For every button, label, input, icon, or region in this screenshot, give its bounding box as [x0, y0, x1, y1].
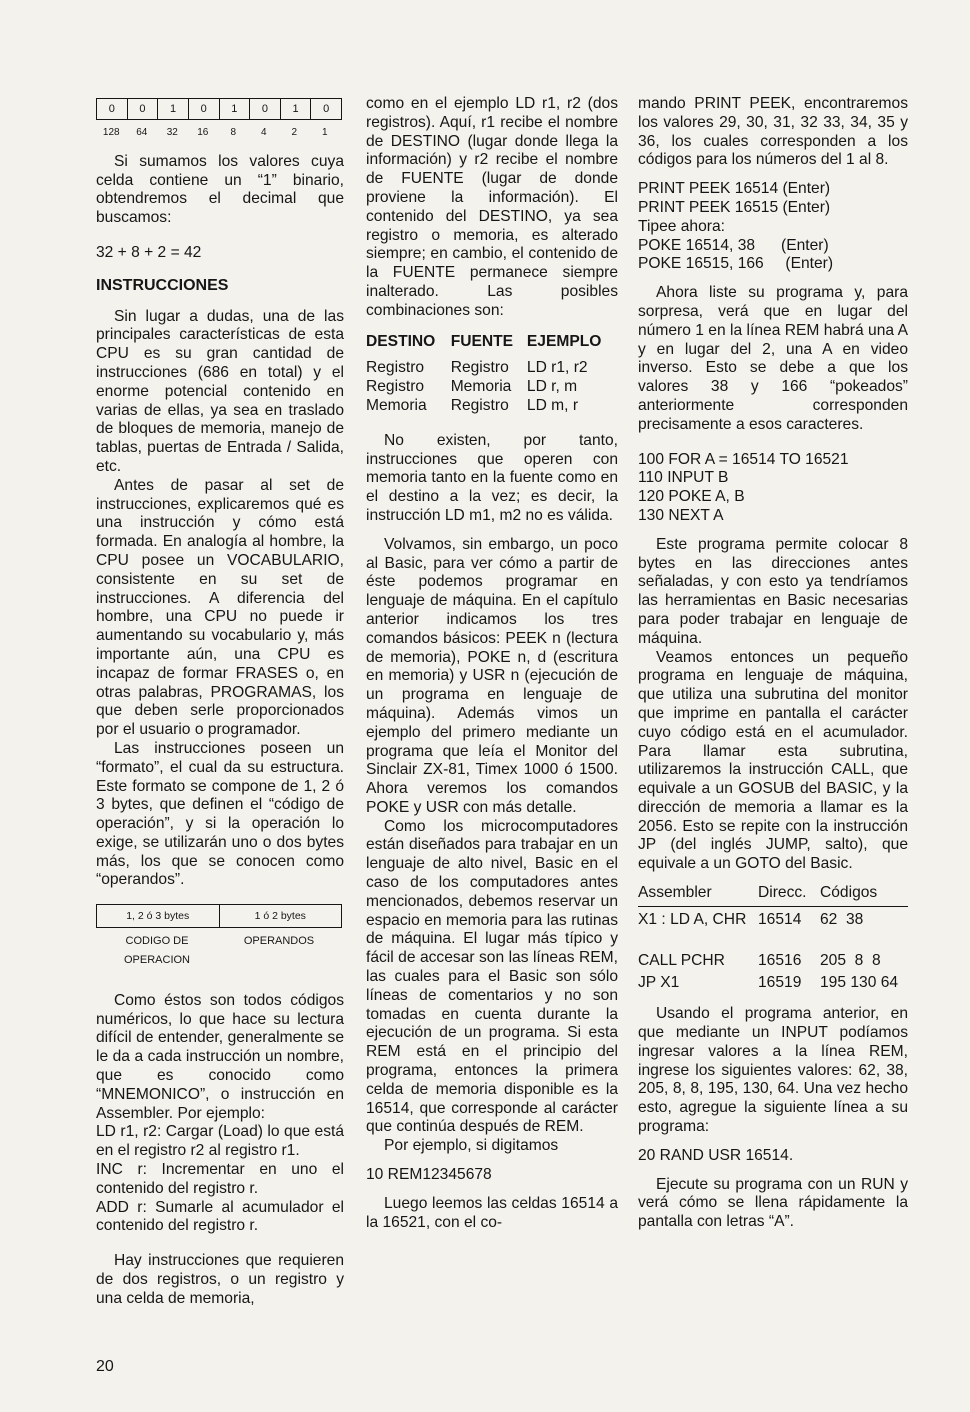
table-cell: LD r1, r2: [526, 359, 588, 377]
table-header: FUENTE: [450, 332, 514, 350]
paragraph: Ejecute su programa con un RUN y verá cómo se llena rápidamente la pantalla con letras “A”.: [638, 1175, 908, 1231]
equation: 32 + 8 + 2 = 42: [96, 243, 202, 261]
paragraph: Usando el programa anterior, en que mediante un INPUT podíamos ingresar valores a la línea REM, ingrese los siguientes valores: 62, 38, 205, 8, 8, 195, 130, 64. Una vez hecho esto, agregue la siguiente línea a su programa:: [638, 1005, 908, 1136]
section-heading: INSTRUCCIONES: [96, 276, 229, 294]
code-line: 10 REM12345678: [366, 1166, 492, 1184]
instruction-format-labels: [96, 932, 340, 970]
asm-address: 16516: [758, 951, 802, 969]
paragraph: Como éstos son todos códigos numéricos, lo que hace su lectura difícil de entender, generalmente se le da a cada instrucción un nombre, que es conocido como “MNEMONICO”, o instrucción en Assembler. Por ejemplo:: [96, 991, 344, 1122]
operands-label: OPERANDOS: [243, 935, 315, 948]
bit-cell: 0: [97, 99, 128, 119]
asm-codes: 205 8 8: [820, 951, 881, 969]
paragraph: Si sumamos los valores cuya celda contiene un “1” binario, obtendremos el decimal que buscamos:: [96, 152, 344, 227]
paragraph: Antes de pasar al set de instrucciones, explicaremos qué es una instrucción y cómo está formada. En analogía al hombre, la CPU posee un VOCABULARIO, consistente en su set de instrucciones. A diferencia del hombre, una CPU no puede ir aumentando su vocabulario y, más importante aún, una CPU es incapaz de formar FRASES o, en otras palabras, PROGRAMAS, los que deben serle proporcionados por el usuario o programador.: [96, 476, 344, 739]
example-item: INC r: Incrementar en uno el contenido del registro r.: [96, 1161, 344, 1197]
bit-cell: 1: [220, 99, 251, 119]
paragraph: No existen, por tanto, instrucciones que operen con memoria tanto en la fuente como en el destino a la vez; es decir, la instrucción LD m1, m2 no es válida.: [366, 431, 618, 524]
paragraph: Las instrucciones poseen un “formato”, el cual da su estructura. Este formato se compone de 1, 2 ó 3 bytes, que definen el “código de operación”, y si la operación lo exige, se utilizarán uno o dos bytes más, los que se conocen como “operandos”.: [96, 739, 344, 889]
code-line: PRINT PEEK 16515 (Enter): [638, 198, 831, 216]
code-line: 120 POKE A, B: [638, 488, 745, 506]
table-cell: Memoria: [366, 396, 427, 414]
table-cell: Registro: [450, 359, 509, 377]
paragraph: Como los microcomputadores están diseñados para trabajar en un lenguaje de alto nivel, Basic en el caso de los computadores antes mencionados, debemos reservar un espacio en memoria para las rutinas de máquina. El lugar más típico y fácil de accesar son las líneas REM, las cuales para el Basic son sólo líneas de comentarios y no son tomadas en cuenta durante la ejecución de un programa. Si esta REM está en el principio del programa, entonces la primera celda de memoria disponible es la 16514, que corresponde al carácter que continúa después de REM.: [366, 817, 618, 1136]
code-line: 20 RAND USR 16514.: [638, 1146, 794, 1164]
paragraph: como en el ejemplo LD r1, r2 (dos registros). Aquí, r1 recibe el nombre de DESTINO (lugar donde llega la información) y r2 recibe el nombre de FUENTE (lugar de donde proviene la información). El contenido del DESTINO, ya sea registro o memoria, es alterado siempre; en cambio, el contenido de la FUENTE permanece siempre inalterado. Las posibles combinaciones son:: [366, 95, 618, 319]
asm-mnemonic: JP X1: [638, 974, 680, 992]
table-header: EJEMPLO: [526, 332, 602, 350]
paragraph: mando PRINT PEEK, encontraremos los valores 29, 30, 31, 32 33, 34, 35 y 36, los cuales corresponden a los códigos para los números del 1 al 8.: [638, 95, 908, 169]
table-row: [638, 952, 908, 971]
code-block: [638, 451, 908, 526]
bit-weight: 32: [166, 127, 178, 138]
bit-cell: 0: [250, 99, 281, 119]
destination-source-table: [366, 331, 618, 416]
bit-weight: 8: [230, 127, 237, 138]
table-cell: Registro: [450, 396, 509, 414]
assembler-col-header: Assembler: [638, 884, 712, 902]
bit-weights: [96, 124, 340, 143]
paragraph: Sin lugar a dudas, una de las principales características de esta CPU es su gran cantidad de instrucciones (686 en total) y el enorme potencial contenido en varias de ellas, ya sea en traslado de bloques de memoria, manejo de tablas, puertas de Entrada / Salida, etc.: [96, 307, 344, 475]
column-3: [638, 95, 908, 1232]
code-line: 100 FOR A = 16514 TO 16521: [638, 450, 849, 468]
table-header: DESTINO: [366, 332, 436, 350]
asm-address: 16514: [758, 910, 802, 928]
bit-weight: 2: [291, 127, 298, 138]
asm-mnemonic: CALL PCHR: [638, 951, 725, 969]
bit-weight: 16: [197, 127, 209, 138]
opcode-bytes: 1, 2 ó 3 bytes: [97, 905, 220, 927]
bit-cell: 0: [323, 103, 330, 115]
bit-weight: 1: [321, 127, 328, 138]
code-line: 130 NEXT A: [638, 506, 724, 524]
bit-weight: 64: [136, 127, 148, 138]
bit-cell: 1: [281, 99, 312, 119]
paragraph: Ahora liste su programa y, para sorpresa, verá que en lugar del número 1 en la línea REM habrá una A y en lugar del 2, una A en video inverso. Esto se debe a que los valores 38 y 166 “pokeados” anteriormente corresponden precisamente a esos caracteres.: [638, 284, 908, 433]
asm-mnemonic: X1 : LD A, CHR: [638, 910, 747, 928]
paragraph: Veamos entonces un pequeño programa en lenguaje de máquina, que utiliza una subrutina del monitor que imprime en pantalla el carácter cuyo código está en el acumulador. Para llamar esta subrutina, utilizaremos la instrucción CALL, que equivale a un GOSUB del BASIC, y la dirección de memoria a llamar es la 2056. Esto se repite con la instrucción JP (del inglés JUMP, salto), que equivale a un GOTO del Basic.: [638, 648, 908, 873]
operand-bytes: 1 ó 2 bytes: [254, 910, 306, 923]
instruction-format-box: [96, 904, 342, 928]
table-row: [366, 397, 618, 416]
paragraph: Volvamos, sin embargo, un poco al Basic, para ver cómo a partir de éste podemos programar en lenguaje de máquina. En el capítulo anterior indicamos los tres comandos básicos: PEEK n (lectura de memoria), POKE n, d (escritura en memoria) y USR n (ejecución de un programa en lenguaje de máquina). Además vimos un ejemplo del primero mediante un programa que leía el Monitor del Sinclair ZX-81, Timex 1000 ó 1500. Ahora veremos los comandos POKE y USR con más detalle.: [366, 535, 618, 816]
code-line: POKE 16515, 166 (Enter): [638, 255, 834, 273]
table-row: [638, 974, 908, 993]
paragraph: Hay instrucciones que requieren de dos registros, o un registro y una celda de memoria,: [96, 1252, 344, 1307]
table-row: [366, 378, 618, 397]
bit-weight: 128: [102, 127, 120, 138]
table-cell: Memoria: [450, 378, 512, 396]
bit-cell: 0: [189, 99, 220, 119]
bit-weight: 4: [260, 127, 267, 138]
code-line: POKE 16514, 38 (Enter): [638, 236, 829, 254]
table-row: [366, 359, 618, 378]
code-block: [638, 180, 908, 274]
bit-cell: 0: [128, 99, 159, 119]
table-cell: LD m, r: [526, 396, 579, 414]
page-number: 20: [96, 1358, 114, 1375]
code-line: PRINT PEEK 16514 (Enter): [638, 180, 831, 198]
example-item: LD r1, r2: Cargar (Load) lo que está en el registro r2 al registro r1.: [96, 1123, 344, 1160]
address-col-header: Direcc.: [758, 884, 807, 902]
table-cell: Registro: [366, 359, 425, 377]
paragraph: Este programa permite colocar 8 bytes en las direcciones antes señaladas, y con esto ya tendríamos las herramientas en Basic necesarias para poder trabajar en lenguaje de máquina.: [638, 535, 908, 647]
table-row: [638, 911, 908, 930]
table-header-row: [366, 331, 618, 360]
column-2: [366, 95, 618, 1232]
bit-cell: 1: [158, 99, 189, 119]
binary-bit-table: [96, 98, 342, 120]
table-cell: LD r, m: [526, 378, 578, 396]
codes-col-header: Códigos: [820, 884, 878, 902]
paragraph: Por ejemplo, si digitamos: [384, 1137, 559, 1155]
code-line: 110 INPUT B: [638, 469, 729, 487]
assembler-header: [638, 884, 908, 907]
code-line: Tipee ahora:: [638, 217, 725, 235]
assembler-table: [638, 884, 908, 993]
column-1: [96, 98, 344, 1309]
asm-address: 16519: [758, 974, 802, 992]
example-item: ADD r: Sumarle al acumulador el contenido del registro r.: [96, 1198, 344, 1235]
asm-codes: 195 130 64: [820, 974, 899, 992]
asm-codes: 62 38: [820, 910, 864, 928]
table-cell: Registro: [366, 378, 425, 396]
paragraph: Luego leemos las celdas 16514 a la 16521, con el co-: [366, 1194, 618, 1231]
opcode-label: CODIGO DE OPERACION: [123, 935, 190, 967]
